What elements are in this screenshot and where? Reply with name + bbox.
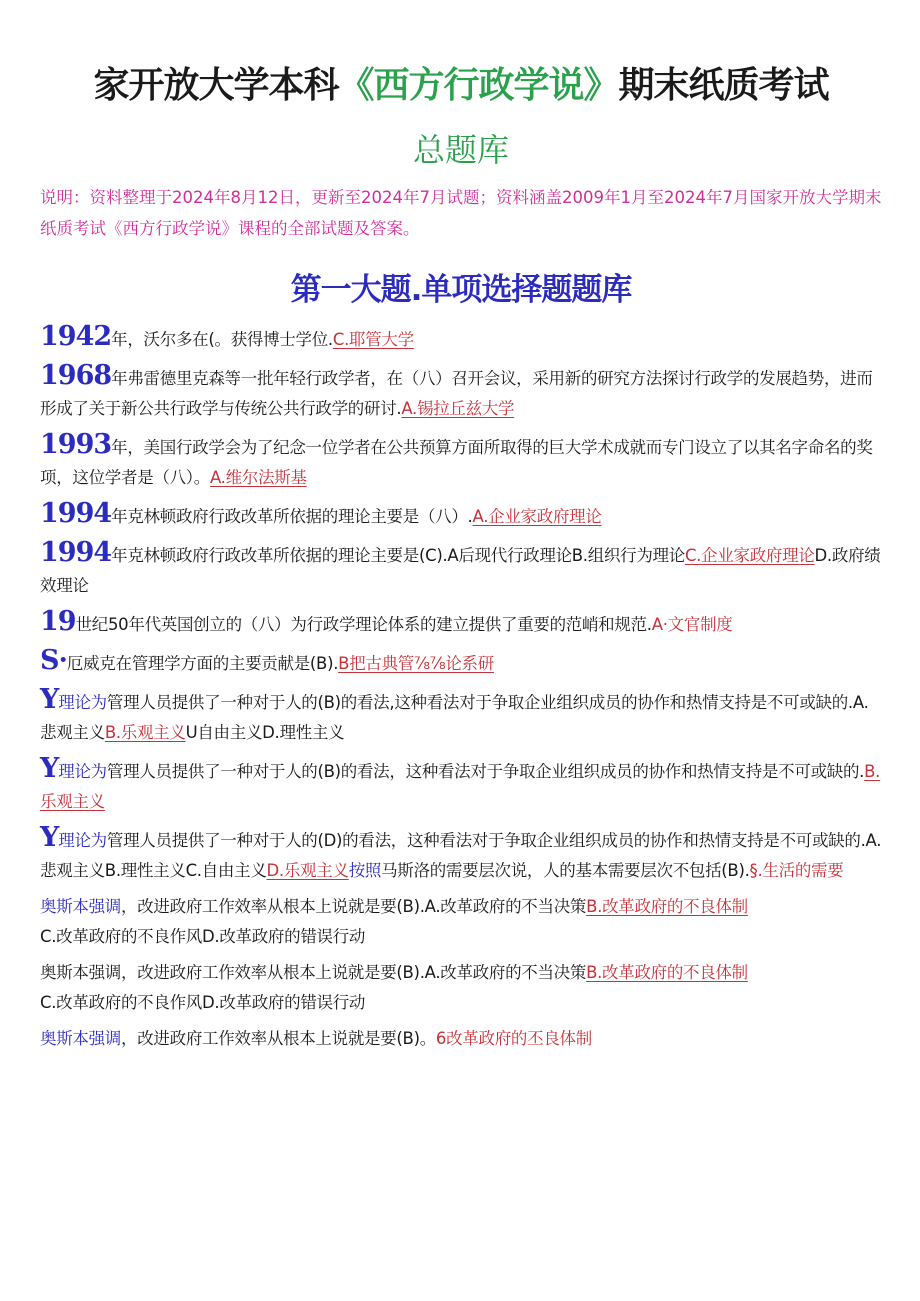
question-text: ，改进政府工作效率从根本上说就是要(B).A.改革政府的不当决策 xyxy=(121,897,587,916)
question-item xyxy=(40,646,882,679)
question-answer: A.锡拉丘兹大学 xyxy=(401,399,515,418)
question-lead: 1994 xyxy=(40,537,112,568)
course-name: 《西方行政学说》 xyxy=(338,65,619,106)
question-lead: 1942 xyxy=(40,321,112,352)
question-text-after: 马斯洛的需要层次说，人的基本需要层次不包括(B). xyxy=(381,861,750,880)
question-text: 奥斯本强调，改进政府工作效率从根本上说就是要(B).A.改革政府的不当决策 xyxy=(40,963,587,982)
title-suffix: 期末纸质考试 xyxy=(618,65,829,106)
question-term: 理论为 xyxy=(58,831,107,850)
question-lead: 1993 xyxy=(40,429,112,460)
question-answer: B.改革政府的不良体制 xyxy=(586,963,748,982)
question-text: 世纪50年代英国创立的（八）为行政学理论体系的建立提供了重要的范峭和规范. xyxy=(75,615,652,634)
question-text: ，改进政府工作效率从根本上说就是要(B)。 xyxy=(121,1029,436,1048)
question-item xyxy=(40,1024,882,1054)
question-lead: Y xyxy=(40,684,59,715)
question-text: 年，沃尔多在(。获得博士学位. xyxy=(111,330,333,349)
question-lead: 1994 xyxy=(40,498,112,529)
question-term: 奥斯本强调 xyxy=(40,897,122,916)
question-answer: B.乐观主义 xyxy=(104,723,186,742)
question-answer: A·文官制度 xyxy=(651,615,733,634)
question-answer: B.改革政府的不良体制 xyxy=(586,897,748,916)
question-answer: C.耶管大学 xyxy=(332,330,414,349)
question-item xyxy=(40,322,882,355)
document-subtitle: 总题库 xyxy=(412,131,509,169)
description-note: 说明：资料整理于2024年8月12日，更新至2024年7月试题；资料涵盖2009年1月至2024年7月国家开放大学期末纸质考试《西方行政学说》课程的全部试题及答案。 xyxy=(40,188,882,238)
question-text-after: U自由主义D.理性主义 xyxy=(185,723,345,742)
question-item xyxy=(40,754,882,817)
question-item xyxy=(40,892,882,952)
question-item xyxy=(40,499,882,532)
question-term: 奥斯本强调 xyxy=(40,1029,122,1048)
question-item xyxy=(40,958,882,1018)
question-answer: B.乐观主义 xyxy=(40,762,881,811)
question-answer: A.企业家政府理论 xyxy=(472,507,602,526)
question-answer: C.企业家政府理论 xyxy=(684,546,815,565)
question-lead: 1968 xyxy=(40,360,112,391)
question-term: 理论为 xyxy=(58,762,107,781)
document-title xyxy=(40,60,882,112)
section-title: 第一大题.单项选择题题库 xyxy=(290,272,632,308)
question-item xyxy=(40,823,882,886)
question-text: 年弗雷德里克森等一批年轻行政学者，在（八）召开会议，采用新的研究方法探讨行政学的发展趋势，进而形成了关于新公共行政学与传统公共行政学的研讨. xyxy=(40,369,873,418)
question-item xyxy=(40,538,882,601)
question-text: 厄威克在管理学方面的主要贡献是(B). xyxy=(66,654,339,673)
question-answer: A.维尔法斯基 xyxy=(209,468,307,487)
question-text-after: C.改革政府的不良作风D.改革政府的错误行动 xyxy=(40,993,366,1012)
question-item xyxy=(40,607,882,640)
question-answer: 6改革政府的丕良体制 xyxy=(435,1029,592,1048)
question-answer: §.生活的需要 xyxy=(749,861,844,880)
question-text: 管理人员提供了一种对于人的(D)的看法，这种看法对于争取企业组织成员的协作和热情支持是不可或缺的.A.悲观主义B.理性主义C.自由主义 xyxy=(40,831,882,880)
title-prefix: 家开放大学本科 xyxy=(93,65,339,106)
question-text-after: D.政府绩效理论 xyxy=(40,546,881,595)
question-text: 年克林顿政府行政改革所依据的理论主要是(C).A后现代行政理论B.组织行为理论 xyxy=(111,546,685,565)
question-lead: Y xyxy=(40,753,59,784)
question-text: 年克林顿政府行政改革所依据的理论主要是（八）. xyxy=(111,507,473,526)
question-text: 管理人员提供了一种对于人的(B)的看法,这种看法对于争取企业组织成员的协作和热情支持是不可或缺的.A.悲观主义 xyxy=(40,693,869,742)
question-item xyxy=(40,430,882,493)
question-text: 年，美国行政学会为了纪念一位学者在公共预算方面所取得的巨大学术成就而专门设立了以其名字命名的奖项，这位学者是（八）。 xyxy=(40,438,873,487)
question-term: 理论为 xyxy=(58,693,107,712)
question-item xyxy=(40,361,882,424)
question-lead: 19 xyxy=(40,606,76,637)
question-answer: D.乐观主义 xyxy=(266,861,349,880)
question-lead: Y xyxy=(40,822,59,853)
question-text: 管理人员提供了一种对于人的(B)的看法，这种看法对于争取企业组织成员的协作和热情支持是不可或缺的. xyxy=(106,762,865,781)
question-answer: B把古典管⅞⅞论系研 xyxy=(338,654,494,673)
question-text-after: C.改革政府的不良作风D.改革政府的错误行动 xyxy=(40,927,366,946)
question-lead: S· xyxy=(40,645,67,676)
question-item xyxy=(40,685,882,748)
question-term: 按照 xyxy=(348,861,382,880)
